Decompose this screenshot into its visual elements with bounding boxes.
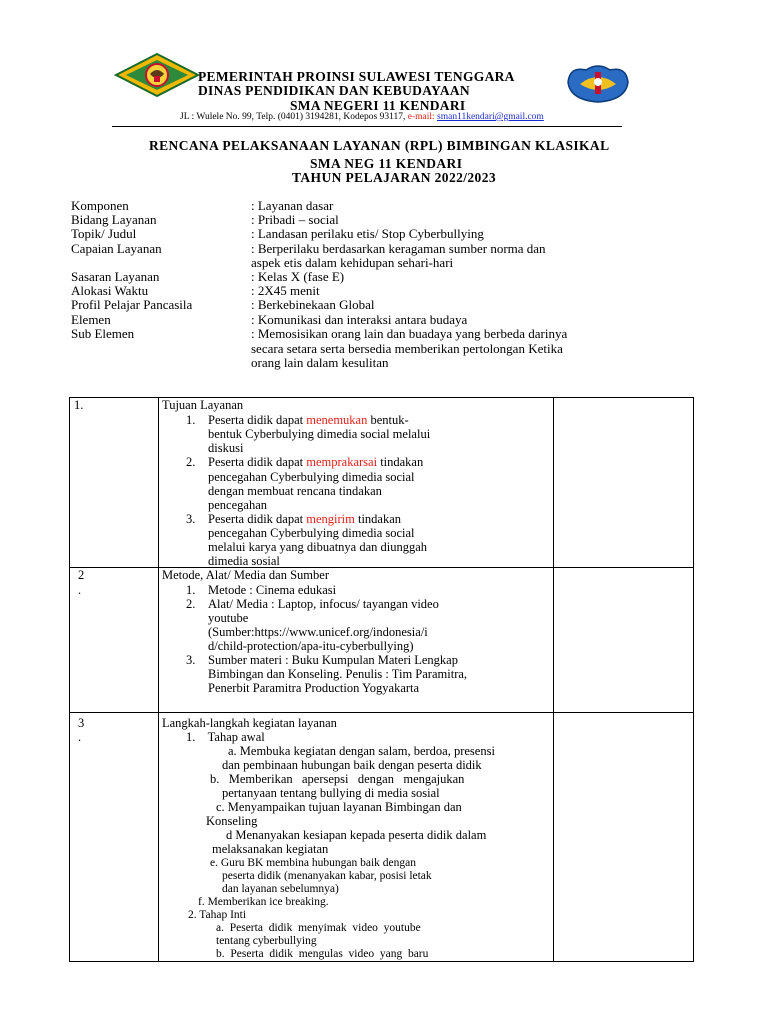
list-item: Sumber materi : Buku Kumpulan Materi Lengkap xyxy=(208,653,458,667)
highlight-verb: memprakarsai xyxy=(306,455,378,469)
meta-label: Sub Elemen xyxy=(71,326,135,341)
sub-item-cont: dan pembinaan hubungan baik dengan peserta didik xyxy=(222,758,482,772)
sub-item-cont: melaksanakan kegiatan xyxy=(212,842,329,856)
row-number: 3 xyxy=(78,716,85,730)
item-cont: pencegahan Cyberbulying dimedia social xyxy=(208,470,415,484)
table-border-left xyxy=(69,397,70,962)
meta-value-cont: aspek etis dalam kehidupan sehari-hari xyxy=(251,255,454,270)
sub-item: a. Peserta didik menyimak video youtube xyxy=(216,922,421,934)
sub-item: b. Peserta didik mengulas video yang baru xyxy=(216,948,429,960)
item-cont: Bimbingan dan Konseling. Penulis : Tim Paramitra, xyxy=(208,667,468,681)
sub-item: e. Guru BK membina hubungan baik dengan xyxy=(210,857,416,869)
row-heading: Langkah-langkah kegiatan layanan xyxy=(162,716,337,730)
list-item: Alat/ Media : Laptop, infocus/ tayangan video xyxy=(208,597,439,611)
meta-value: : 2X45 menit xyxy=(251,283,320,298)
meta-value-cont: secara setara serta bersedia memberikan pertolongan Ketika xyxy=(251,341,563,356)
sub-item-cont: tentang cyberbullying xyxy=(216,935,317,947)
highlight-verb: menemukan xyxy=(306,413,368,427)
item-cont: melalui karya yang dibuatnya dan diunggah xyxy=(208,540,428,554)
table-col-divider xyxy=(158,397,159,962)
list-item xyxy=(208,456,423,469)
meta-value: : Pribadi – social xyxy=(251,212,339,227)
meta-label: Alokasi Waktu xyxy=(71,283,149,298)
meta-value: : Kelas X (fase E) xyxy=(251,269,345,284)
sub-item-cont: dan layanan sebelumnya) xyxy=(222,883,339,895)
doc-title-line1: RENCANA PELAKSANAAN LAYANAN (RPL) BIMBINGAN KLASIKAL xyxy=(149,138,610,153)
sub-item: b. Memberikan apersepsi dengan mengajukan xyxy=(210,772,465,786)
highlight-verb: mengirim xyxy=(306,512,355,526)
meta-label: Bidang Layanan xyxy=(71,212,157,227)
header-rule xyxy=(112,126,622,127)
item-number: 1. xyxy=(186,583,196,597)
list-item xyxy=(208,513,401,526)
item-number: 3. xyxy=(186,653,196,667)
sub-item-cont: pertanyaan tentang bullying di media sosial xyxy=(222,786,440,800)
meta-value: : Landasan perilaku etis/ Stop Cyberbullying xyxy=(251,226,484,241)
email-label: e-mail: xyxy=(407,112,435,122)
header-line1: PEMERINTAH PROINSI SULAWESI TENGGARA xyxy=(198,69,515,84)
address-text: JL : Wulele No. 99, Telp. (0401) 3194281, Kodepos 93117, xyxy=(180,112,406,122)
item-cont: (Sumber:https://www.unicef.org/indonesia/i xyxy=(208,625,428,639)
step-heading: 1. Tahap awal xyxy=(186,730,265,744)
item-text: tindakan xyxy=(377,455,424,469)
sub-item: f. Memberikan ice breaking. xyxy=(198,896,329,908)
doc-title-line2: SMA NEG 11 KENDARI xyxy=(310,156,463,171)
meta-label: Komponen xyxy=(71,198,129,213)
meta-label: Topik/ Judul xyxy=(71,226,137,241)
meta-value: : Layanan dasar xyxy=(251,198,334,213)
header-line2: DINAS PENDIDIKAN DAN KEBUDAYAAN xyxy=(198,83,470,98)
row-number-dot: . xyxy=(78,583,82,597)
meta-label: Elemen xyxy=(71,312,111,327)
item-number: 1. xyxy=(186,413,196,427)
header-address xyxy=(180,112,544,122)
item-cont: pencegahan xyxy=(208,498,267,512)
meta-value: : Berperilaku berdasarkan keragaman sumber norma dan xyxy=(251,241,546,256)
sub-item: c. Menyampaikan tujuan layanan Bimbingan dan xyxy=(216,800,462,814)
row-number: 1. xyxy=(74,398,84,412)
table-border-bottom xyxy=(69,961,694,962)
meta-value: : Komunikasi dan interaksi antara budaya xyxy=(251,312,468,327)
row-heading: Tujuan Layanan xyxy=(162,398,244,412)
list-item: Metode : Cinema edukasi xyxy=(208,583,337,597)
table-col-divider xyxy=(553,397,554,962)
meta-label: Profil Pelajar Pancasila xyxy=(71,297,193,312)
row-number: 2 xyxy=(78,568,85,582)
item-cont: pencegahan Cyberbulying dimedia social xyxy=(208,526,415,540)
item-number: 2. xyxy=(186,597,196,611)
item-cont: youtube xyxy=(208,611,249,625)
email-link[interactable]: sman11kendari@gmail.com xyxy=(437,112,544,122)
item-text: Peserta didik dapat xyxy=(208,413,307,427)
item-number: 2. xyxy=(186,455,196,469)
meta-value-cont: orang lain dalam kesulitan xyxy=(251,355,389,370)
meta-label: Sasaran Layanan xyxy=(71,269,160,284)
sub-item-cont: peserta didik (menanyakan kabar, posisi letak xyxy=(222,870,432,882)
item-cont: bentuk Cyberbulying dimedia social melalui xyxy=(208,427,431,441)
meta-value: : Memosisikan orang lain dan buadaya yang berbeda darinya xyxy=(251,326,568,341)
table-row-divider xyxy=(69,712,694,713)
meta-value: : Berkebinekaan Global xyxy=(251,297,375,312)
item-cont: Penerbit Paramitra Production Yogyakarta xyxy=(208,681,420,695)
item-text: tindakan xyxy=(354,512,402,526)
item-cont: diskusi xyxy=(208,441,244,455)
list-item xyxy=(208,414,409,427)
table-border-right xyxy=(693,397,694,962)
doc-title-line3: TAHUN PELAJARAN 2022/2023 xyxy=(292,170,497,185)
step-heading: 2. Tahap Inti xyxy=(188,909,247,921)
row-number-dot: . xyxy=(78,730,82,744)
item-text: bentuk- xyxy=(367,413,409,427)
item-number: 3. xyxy=(186,512,196,526)
item-cont: d/child-protection/apa-itu-cyberbullying) xyxy=(208,639,414,653)
province-logo xyxy=(114,52,200,98)
row-heading: Metode, Alat/ Media dan Sumber xyxy=(162,568,329,582)
item-cont: dimedia sosial xyxy=(208,554,280,568)
item-cont: dengan membuat rencana tindakan xyxy=(208,484,382,498)
item-text: Peserta didik dapat xyxy=(208,512,307,526)
sub-item: d Menanyakan kesiapan kepada peserta didik dalam xyxy=(226,828,487,842)
item-text: Peserta didik dapat xyxy=(208,455,307,469)
school-logo xyxy=(566,62,630,104)
header-line3: SMA NEGERI 11 KENDARI xyxy=(290,98,466,113)
meta-label: Capaian Layanan xyxy=(71,241,162,256)
sub-item-cont: Konseling xyxy=(206,814,258,828)
sub-item: a. Membuka kegiatan dengan salam, berdoa, presensi xyxy=(228,744,495,758)
